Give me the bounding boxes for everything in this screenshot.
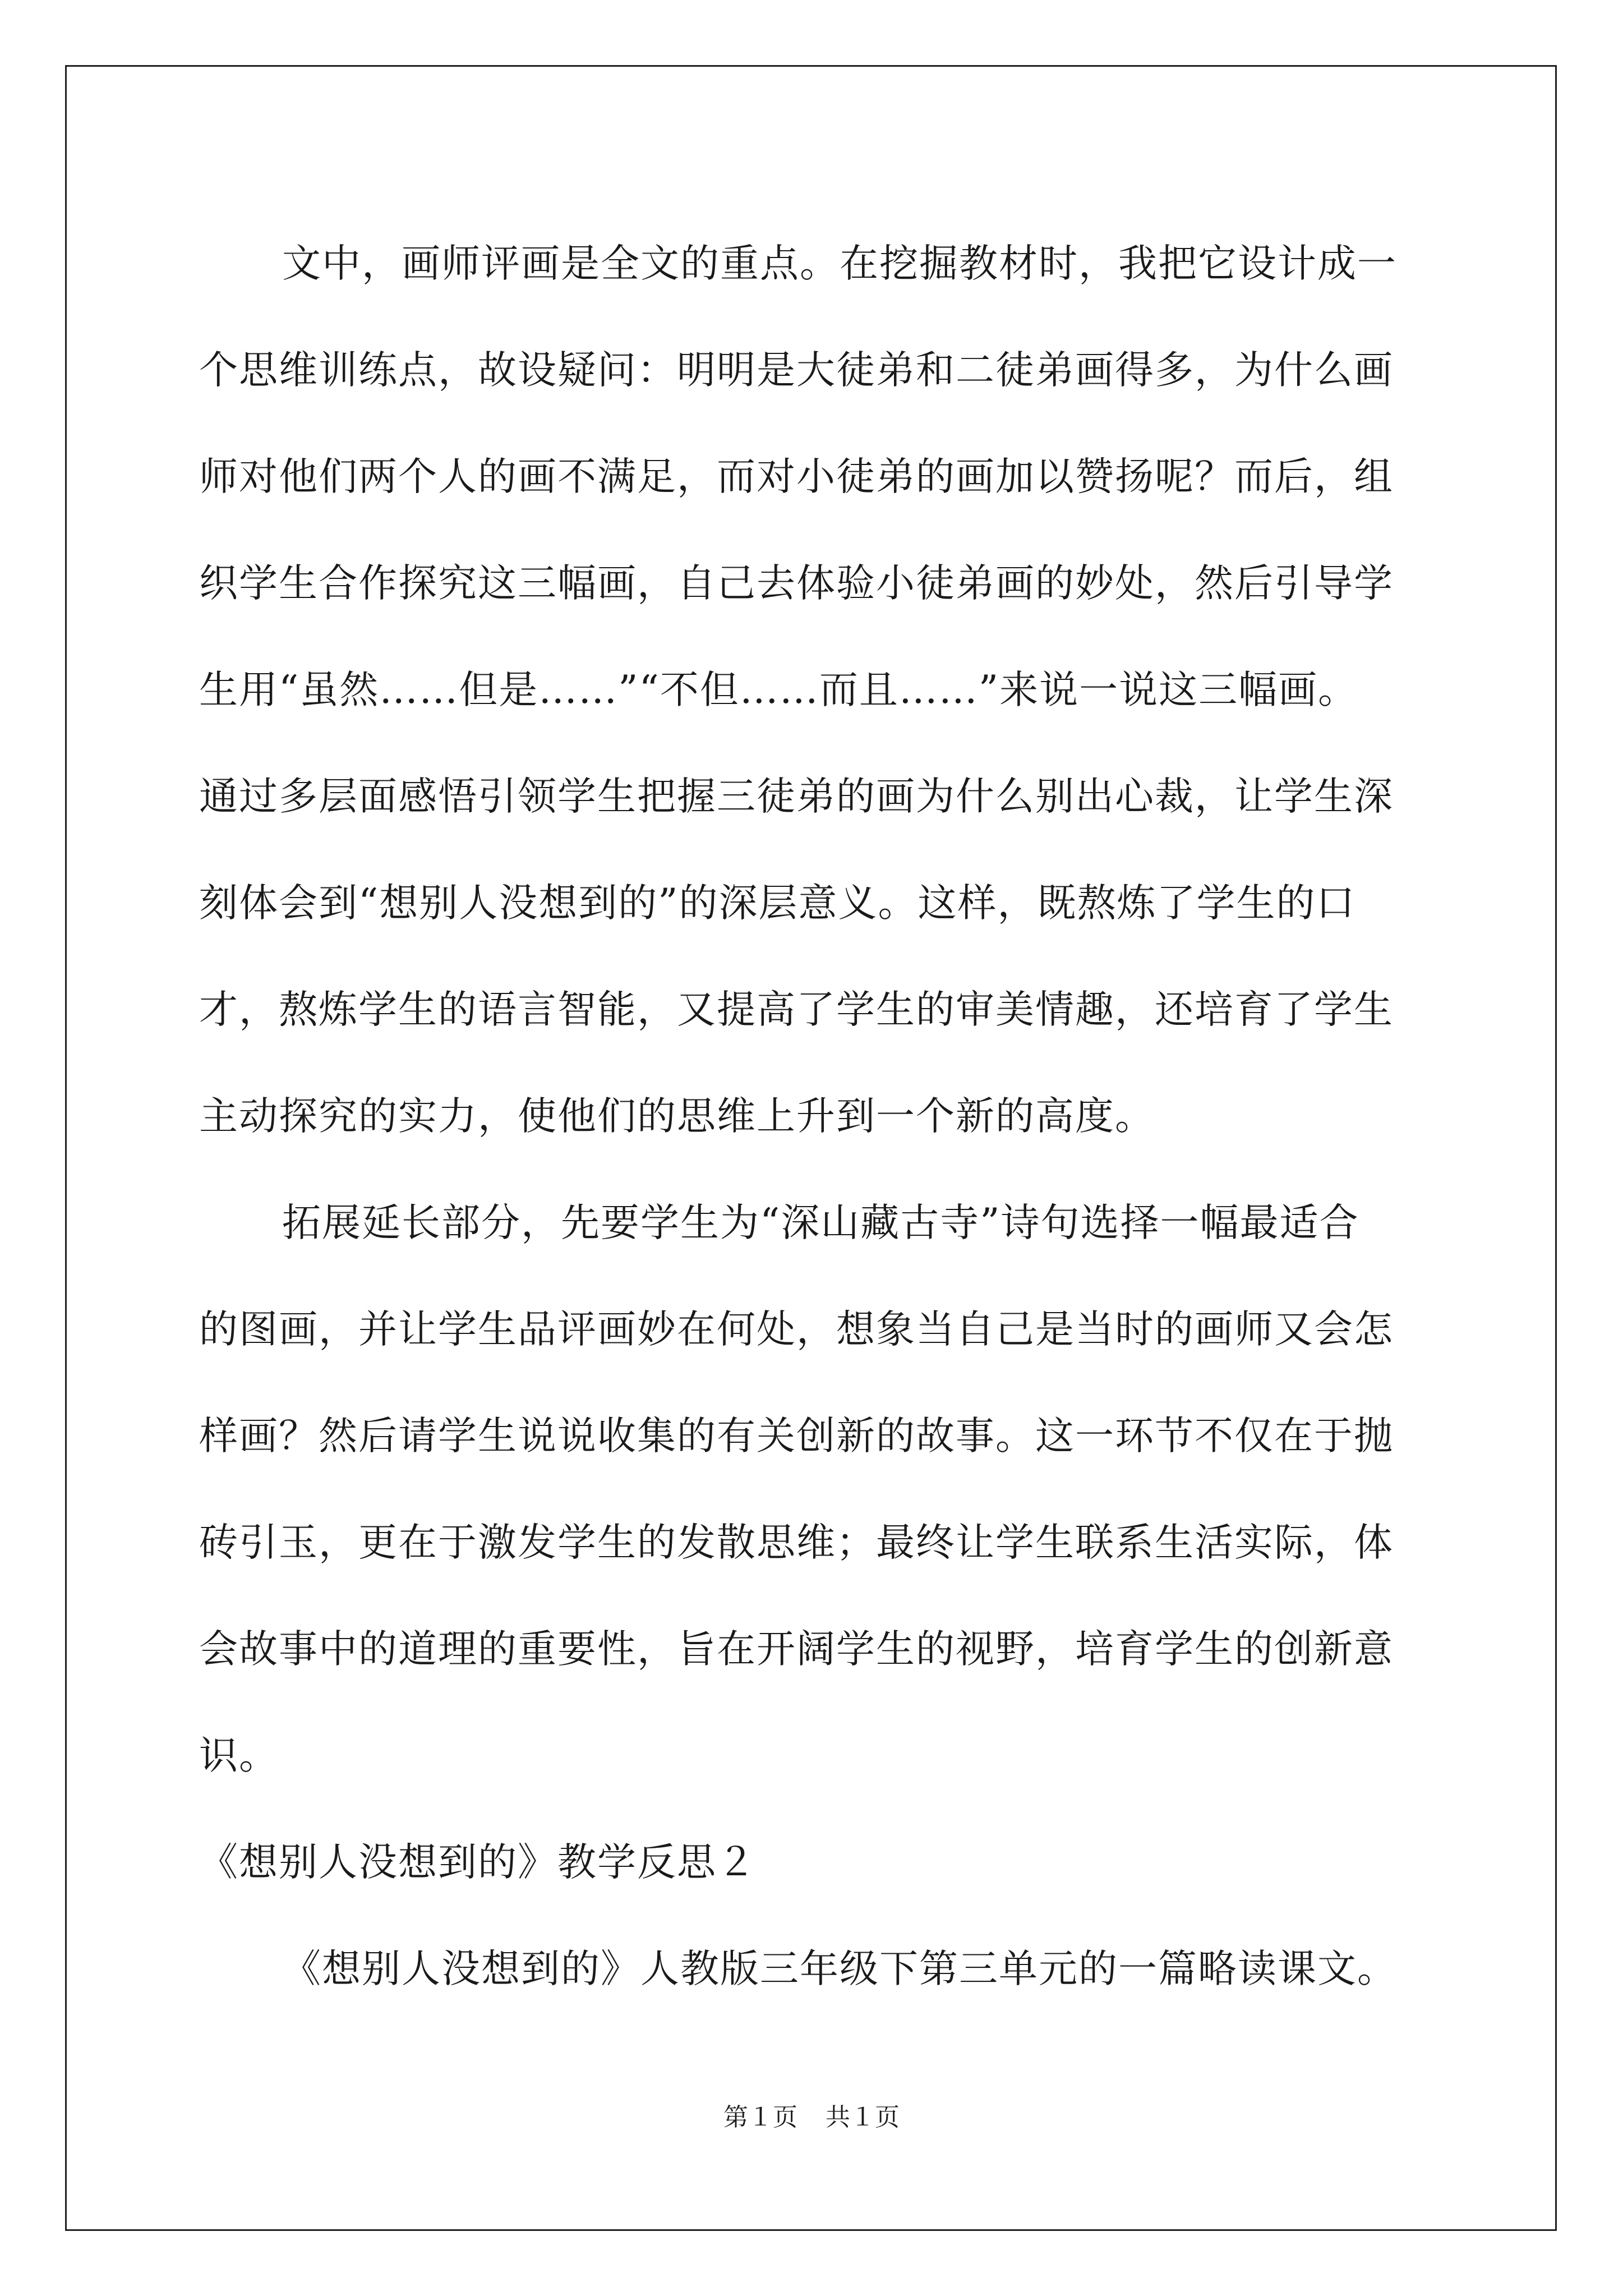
- paragraph-2-line-4: 砖引玉，更在于激发学生的发散思维；最终让学生联系生活实际，体: [199, 1520, 1394, 1565]
- paragraph-1-line-3: 师对他们两个人的画不满足，而对小徒弟的画加以赞扬呢？而后，组: [199, 454, 1394, 499]
- page-total: 共１页: [826, 2103, 900, 2132]
- paragraph-2-line-3: 样画？然后请学生说说收集的有关创新的故事。这一环节不仅在于抛: [199, 1414, 1394, 1458]
- page-number: 第１页: [723, 2103, 797, 2132]
- paragraph-1-line-2: 个思维训练点，故设疑问：明明是大徒弟和二徒弟画得多，为什么画: [199, 348, 1394, 393]
- paragraph-1-line-7: 刻体会到“想别人没想到的”的深层意义。这样，既熬炼了学生的口: [199, 881, 1356, 926]
- paragraph-1-line-9: 主动探究的实力，使他们的思维上升到一个新的高度。: [199, 1094, 1155, 1139]
- paragraph-2-line-6: 识。: [199, 1733, 279, 1778]
- paragraph-2-line-5: 会故事中的道理的重要性，旨在开阔学生的视野，培育学生的创新意: [199, 1627, 1394, 1672]
- section-heading: 《想别人没想到的》教学反思２: [199, 1840, 757, 1885]
- document-body: [199, 210, 1438, 2022]
- paragraph-3-line-1: 《想别人没想到的》人教版三年级下第三单元的一篇略读课文。: [282, 1947, 1397, 1991]
- page-footer: [0, 2101, 1623, 2134]
- paragraph-1-line-4: 织学生合作探究这三幅画，自己去体验小徒弟画的妙处，然后引导学: [199, 561, 1394, 606]
- paragraph-1-line-8: 才，熬炼学生的语言智能，又提高了学生的审美情趣，还培育了学生: [199, 987, 1394, 1032]
- paragraph-1-line-5: 生用“虽然……但是……”“不但……而且……”来说一说这三幅画。: [199, 668, 1358, 712]
- paragraph-2-line-2: 的图画，并让学生品评画妙在何处，想象当自己是当时的画师又会怎: [199, 1307, 1394, 1352]
- paragraph-1-line-6: 通过多层面感悟引领学生把握三徒弟的画为什么别出心裁，让学生深: [199, 774, 1394, 819]
- paragraph-2-line-1: 拓展延长部分，先要学生为“深山藏古寺”诗句选择一幅最适合: [282, 1200, 1359, 1245]
- paragraph-1-line-1: 文中，画师评画是全文的重点。在挖掘教材时，我把它设计成一: [282, 241, 1397, 286]
